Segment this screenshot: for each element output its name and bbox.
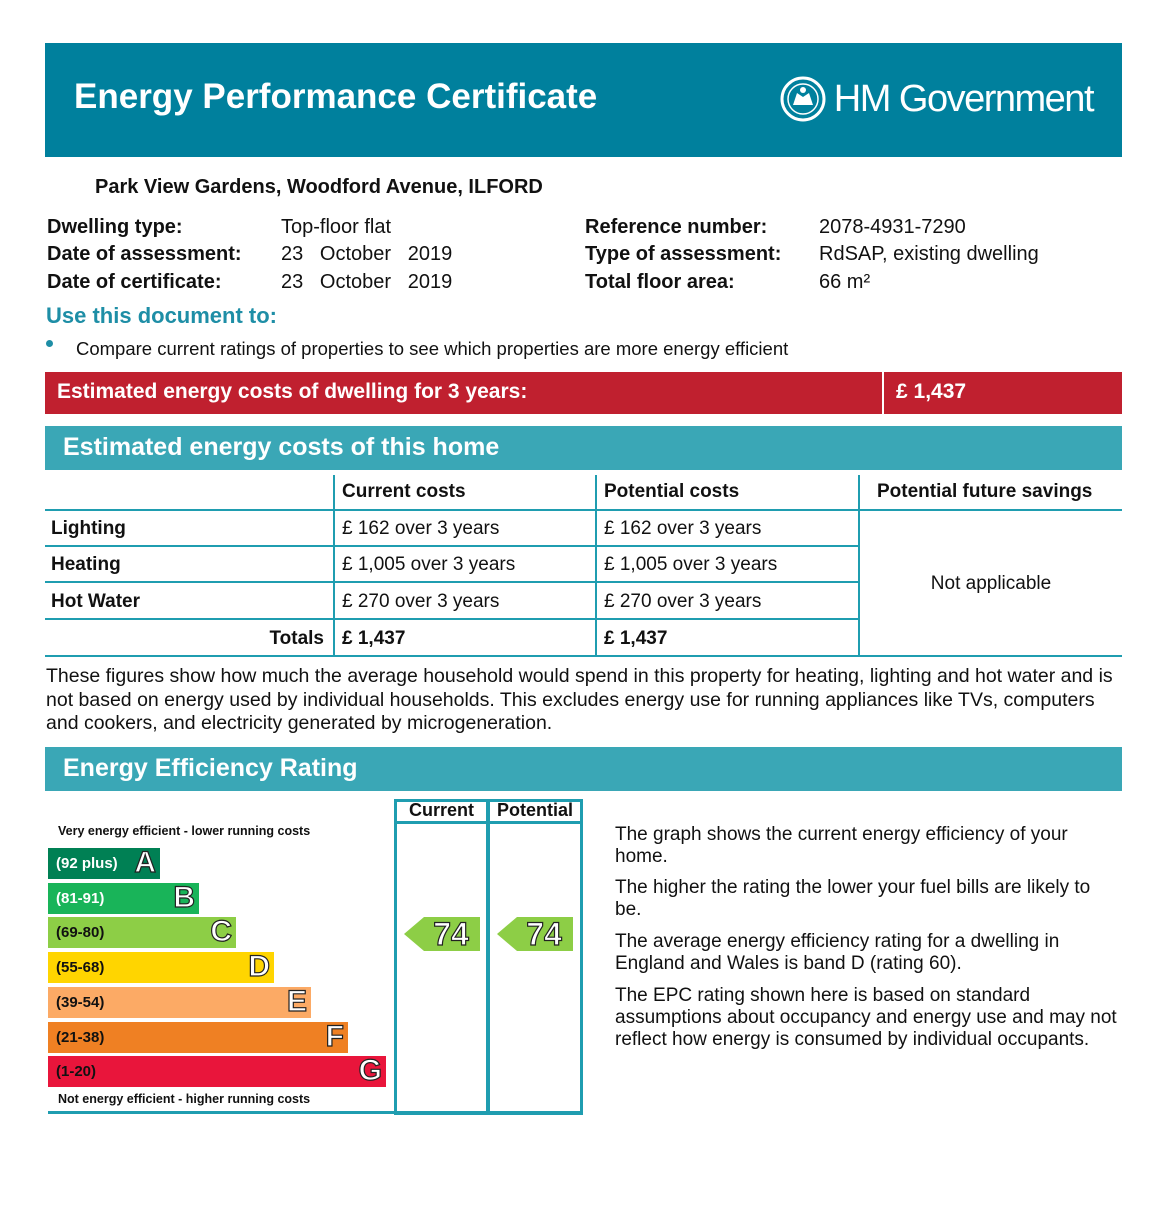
table-line bbox=[45, 655, 1122, 657]
current-rating-value: 74 bbox=[433, 916, 469, 952]
band-range: (81-91) bbox=[56, 890, 105, 907]
band-letter: D bbox=[248, 950, 270, 983]
inefficient-label: Not energy efficient - higher running costs bbox=[58, 1092, 311, 1106]
band-letter: G bbox=[358, 1054, 382, 1087]
table-line bbox=[45, 509, 1122, 511]
efficient-label: Very energy efficient - lower running costs bbox=[58, 824, 311, 838]
row-potential: £ 270 over 3 years bbox=[604, 591, 762, 612]
costs-section-heading: Estimated energy costs of this home bbox=[63, 433, 500, 461]
total-costs-divider bbox=[882, 372, 884, 414]
brand-name: HM Government bbox=[833, 77, 1093, 120]
rating-band-a bbox=[48, 848, 160, 879]
total-costs-bar bbox=[45, 372, 1122, 414]
date-assessment-value: 23 October 2019 bbox=[281, 243, 453, 265]
date-assessment-label: Date of assessment: bbox=[47, 243, 242, 265]
total-costs-label: Estimated energy costs of dwelling for 3 years: bbox=[57, 380, 528, 403]
table-line bbox=[595, 475, 597, 657]
potential-rating-arrow bbox=[497, 917, 573, 951]
use-document-bullet: Compare current ratings of properties to see which properties are more energy efficient bbox=[76, 338, 789, 359]
header-banner bbox=[45, 43, 1122, 157]
row-label: Heating bbox=[51, 554, 121, 575]
band-letter: F bbox=[325, 1020, 344, 1053]
column-header-line bbox=[394, 821, 583, 824]
hm-government-logo bbox=[779, 77, 1093, 121]
floor-area-value: 66 m² bbox=[819, 271, 871, 293]
table-line bbox=[45, 618, 860, 620]
assessment-type-value: RdSAP, existing dwelling bbox=[819, 243, 1039, 265]
rating-band-c bbox=[48, 917, 236, 948]
row-label: Hot Water bbox=[51, 591, 141, 612]
date-certificate-label: Date of certificate: bbox=[47, 271, 222, 293]
band-range: (92 plus) bbox=[56, 855, 118, 872]
band-letter: C bbox=[210, 915, 232, 948]
total-costs-value: £ 1,437 bbox=[896, 380, 967, 403]
chart-baseline bbox=[48, 1111, 583, 1114]
col-header-potential: Potential costs bbox=[604, 481, 740, 502]
dwelling-type-value: Top-floor flat bbox=[281, 216, 392, 238]
rating-band-e bbox=[48, 987, 311, 1018]
rating-section-heading: Energy Efficiency Rating bbox=[63, 754, 358, 782]
rating-band-d bbox=[48, 952, 274, 983]
rating-section-header bbox=[45, 747, 1122, 791]
row-potential: £ 162 over 3 years bbox=[604, 518, 762, 539]
table-line bbox=[45, 581, 860, 583]
reference-label: Reference number: bbox=[585, 216, 768, 238]
row-label: Lighting bbox=[51, 518, 126, 539]
rating-explanation-4: The EPC rating shown here is based on standard assumptions about occupancy and energy use and may not reflect how energy is consumed by individual occupants. bbox=[615, 985, 1117, 1050]
current-rating-arrow bbox=[404, 917, 480, 951]
reference-value: 2078-4931-7290 bbox=[819, 216, 966, 238]
band-letter: A bbox=[134, 846, 156, 879]
row-potential: £ 1,005 over 3 years bbox=[604, 554, 778, 575]
rating-band-b bbox=[48, 883, 199, 914]
row-current: £ 1,005 over 3 years bbox=[342, 554, 516, 575]
band-range: (21-38) bbox=[56, 1029, 105, 1046]
col-header-savings: Potential future savings bbox=[877, 481, 1093, 502]
property-address: Park View Gardens, Woodford Avenue, ILFORD bbox=[95, 176, 543, 198]
rating-explanation-1: The graph shows the current energy efficiency of your home. bbox=[615, 824, 1068, 867]
rating-col-potential: Potential bbox=[496, 800, 573, 820]
totals-current: £ 1,437 bbox=[342, 628, 406, 649]
costs-section-header bbox=[45, 426, 1122, 470]
totals-potential: £ 1,437 bbox=[604, 628, 668, 649]
band-range: (1-20) bbox=[56, 1063, 97, 1080]
page-title: Energy Performance Certificate bbox=[74, 77, 598, 116]
band-letter: B bbox=[173, 881, 195, 914]
costs-note: These figures show how much the average household would spend in this property for heating, lighting and hot water and is not based on energy used by individual households. This excludes energy use for running appliances like TVs, computers and cookers, and electricity generated by microgeneration. bbox=[46, 665, 1113, 734]
rating-explanation-3: The average energy efficiency rating for a dwelling in England and Wales is band D (rating 60). bbox=[615, 931, 1060, 974]
totals-label: Totals bbox=[269, 628, 324, 649]
date-certificate-value: 23 October 2019 bbox=[281, 271, 453, 293]
rating-band-f bbox=[48, 1022, 348, 1053]
band-range: (39-54) bbox=[56, 994, 105, 1011]
use-document-heading: Use this document to: bbox=[46, 303, 278, 328]
rating-band-g bbox=[48, 1056, 386, 1087]
table-line bbox=[858, 475, 860, 657]
potential-rating-value: 74 bbox=[526, 916, 562, 952]
row-current: £ 162 over 3 years bbox=[342, 518, 500, 539]
bullet-icon bbox=[46, 340, 53, 347]
savings-value: Not applicable bbox=[930, 573, 1052, 594]
dwelling-type-label: Dwelling type: bbox=[47, 216, 183, 238]
current-column bbox=[394, 799, 489, 1115]
assessment-type-label: Type of assessment: bbox=[585, 243, 782, 265]
band-letter: E bbox=[286, 985, 307, 1018]
col-header-current: Current costs bbox=[342, 481, 466, 502]
table-line bbox=[333, 475, 335, 657]
crest-icon bbox=[779, 75, 827, 123]
rating-col-current: Current bbox=[408, 800, 474, 820]
rating-explanation-2: The higher the rating the lower your fuel bills are likely to be. bbox=[615, 877, 1091, 920]
potential-column bbox=[487, 799, 583, 1115]
band-range: (55-68) bbox=[56, 959, 105, 976]
floor-area-label: Total floor area: bbox=[585, 271, 735, 293]
table-line bbox=[45, 545, 860, 547]
row-current: £ 270 over 3 years bbox=[342, 591, 500, 612]
band-range: (69-80) bbox=[56, 924, 105, 941]
